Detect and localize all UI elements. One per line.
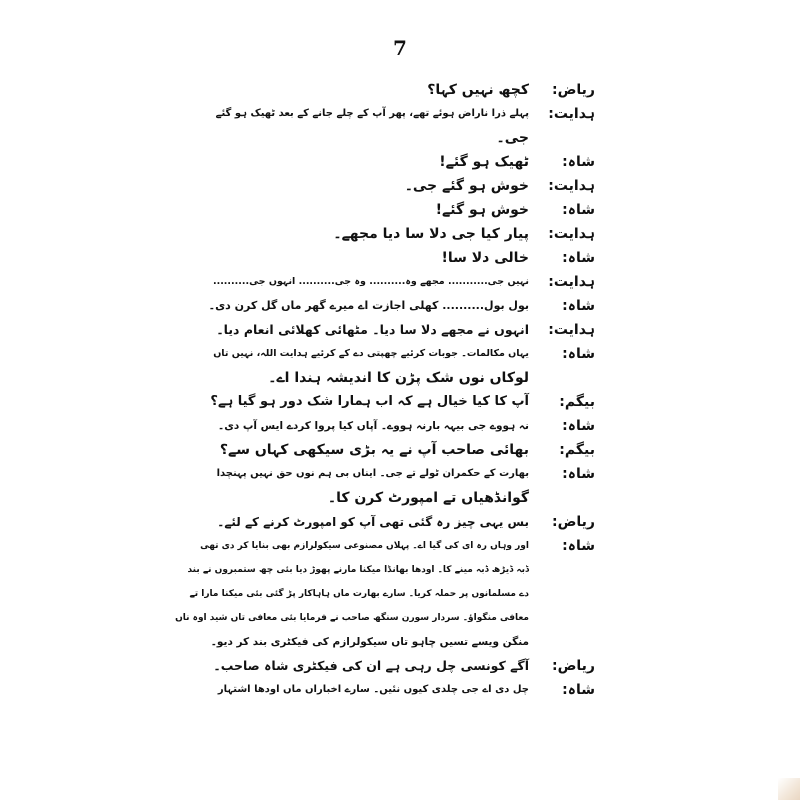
- dialogue-line: [205, 630, 595, 654]
- dialogue-line: [205, 510, 595, 534]
- dialogue-text: انہوں نے مجھے دلا سا دیا۔ مٹھائی کھلائی انعام دیا۔: [216, 322, 529, 337]
- speaker-name: شاہ:: [562, 682, 595, 698]
- dialogue-text: ٹھیک ہو گئے!: [439, 154, 529, 170]
- dialogue-line: [205, 414, 595, 438]
- dialogue-line: [205, 366, 595, 390]
- speaker-name: ہدایت:: [548, 322, 595, 338]
- speaker-name: شاہ:: [562, 466, 595, 482]
- dialogue-line: [187, 558, 595, 582]
- dialogue-line: [205, 126, 595, 150]
- dialogue-text: دے مسلمانوں پر حملہ کریا۔ سارے بھارت ماں ہاہاکار پڑ گئی بئی میکنا مارا تے: [189, 589, 529, 599]
- speaker-name: ہدایت:: [548, 226, 595, 242]
- dialogue-text: بھائی صاحب آپ نے یہ بڑی سیکھی کہاں سے؟: [219, 442, 529, 458]
- dialogue-text: پیار کیا جی دلا سا دیا مجھے۔: [333, 226, 529, 242]
- dialogue-text: منگن ویسے تسیں چاہو تاں سیکولرازم کی فیکٹری بند کر دیو۔: [210, 636, 529, 648]
- dialogue-line: [205, 390, 595, 414]
- dialogue-line: [205, 102, 595, 126]
- dialogue-line: [205, 246, 595, 270]
- speaker-name: ہدایت:: [548, 178, 595, 194]
- dialogue-line: [205, 150, 595, 174]
- dialogue-line: [205, 222, 595, 246]
- dialogue-line: [205, 294, 595, 318]
- speaker-name: شاہ:: [562, 418, 595, 434]
- dialogue-text: لوکاں نوں شک پڑن کا اندیشہ ہندا اے۔: [268, 370, 529, 386]
- dialogue-text: اور وہاں رہ ای کی گیا اے۔ پہلاں مصنوعی سیکولرازم بھی بنایا کر دی تھی: [200, 541, 529, 551]
- dialogue-line: [205, 78, 595, 102]
- speaker-name: ہدایت:: [548, 274, 595, 290]
- dialogue-line: [205, 438, 595, 462]
- dialogue-text: آگے کونسی چل رہی ہے ان کی فیکٹری شاہ صاحب۔: [213, 658, 529, 673]
- speaker-name: بیگم:: [559, 394, 595, 410]
- dialogue-line: [205, 462, 595, 486]
- page-number: 7: [393, 36, 407, 60]
- dialogue-text: نہ ہووے جی بیہہ بارنہ ہووے۔ آپاں کیا پروا کردے ایس آپ دی۔: [218, 420, 529, 432]
- dialogue-text: خالی دلا سا!: [441, 250, 529, 266]
- speaker-name: ریاض:: [551, 514, 595, 530]
- speaker-name: بیگم:: [559, 442, 595, 458]
- dialogue-block: [175, 78, 595, 702]
- dialogue-text: گوانڈھیاں تے امپورٹ کرن کا۔: [327, 490, 529, 506]
- speaker-name: شاہ:: [562, 250, 595, 266]
- dialogue-text: نہیں جی........... مجھے وہ.......... وہ جی.......... انہوں جی..........: [212, 276, 529, 287]
- dialogue-text: جی۔: [496, 130, 529, 146]
- dialogue-line: [205, 174, 595, 198]
- dialogue-line: [200, 534, 595, 558]
- dialogue-text: بول بول.......... کھلی اجازت اے میرے گھر ماں گل کرن دی۔: [208, 299, 529, 312]
- speaker-name: شاہ:: [562, 202, 595, 218]
- dialogue-text: خوش ہو گئے جی۔: [404, 178, 529, 194]
- dialogue-text: کچھ نہیں کہا؟: [427, 82, 529, 98]
- dialogue-text: بس یہی چیز رہ گئی تھی آپ کو امپورٹ کرنے کے لئے۔: [217, 515, 529, 529]
- speaker-name: شاہ:: [562, 154, 595, 170]
- dialogue-line: [205, 318, 595, 342]
- dialogue-text: معافی منگواؤ۔ سردار سورن سنگھ صاحب نے فرمایا بئی معافی تاں شید اوہ ناں: [175, 613, 529, 623]
- speaker-name: ریاض:: [551, 658, 595, 674]
- dialogue-line: [205, 270, 595, 294]
- dialogue-text: پہلے ذرا ناراض ہوئے تھے، پھر آپ کے چلے جانے کے بعد ٹھیک ہو گئے: [215, 108, 529, 119]
- dialogue-line: [175, 606, 595, 630]
- dialogue-line: [205, 342, 595, 366]
- speaker-name: شاہ:: [562, 298, 595, 314]
- dialogue-text: چل دی اے جی چلدی کیوں نئیں۔ سارے اخباراں ماں اودھا اشتہار: [217, 684, 529, 695]
- dialogue-line: [189, 582, 595, 606]
- speaker-name: ریاض:: [551, 82, 595, 98]
- dialogue-line: [205, 486, 595, 510]
- speaker-name: ہدایت:: [548, 106, 595, 122]
- dialogue-text: بھارت کے حکمران ٹولے تے جی۔ ایناں بی ہم نوں حق نہیں پہنچدا: [216, 468, 529, 479]
- dialogue-text: خوش ہو گئے!: [435, 202, 529, 218]
- speaker-name: شاہ:: [562, 346, 595, 362]
- page-corner-shadow: [778, 778, 800, 800]
- dialogue-line: [205, 654, 595, 678]
- dialogue-text: ڈبہ ڈیڑھ ڈبہ مینے کا۔ اودھا بھانڈا میکنا مارنے پھوڑ دیا بئی چھ ستمبروں نے بند: [187, 565, 529, 575]
- speaker-name: شاہ:: [562, 538, 595, 554]
- dialogue-line: [205, 678, 595, 702]
- dialogue-text: آپ کا کیا خیال ہے کہ اب ہمارا شک دور ہو گیا ہے؟: [210, 394, 529, 409]
- dialogue-text: یہاں مکالمات۔ جوبات کرئیے چھپتی دے کے کرئیے ہدایت اللہ، نہیں تاں: [213, 348, 529, 359]
- dialogue-line: [205, 198, 595, 222]
